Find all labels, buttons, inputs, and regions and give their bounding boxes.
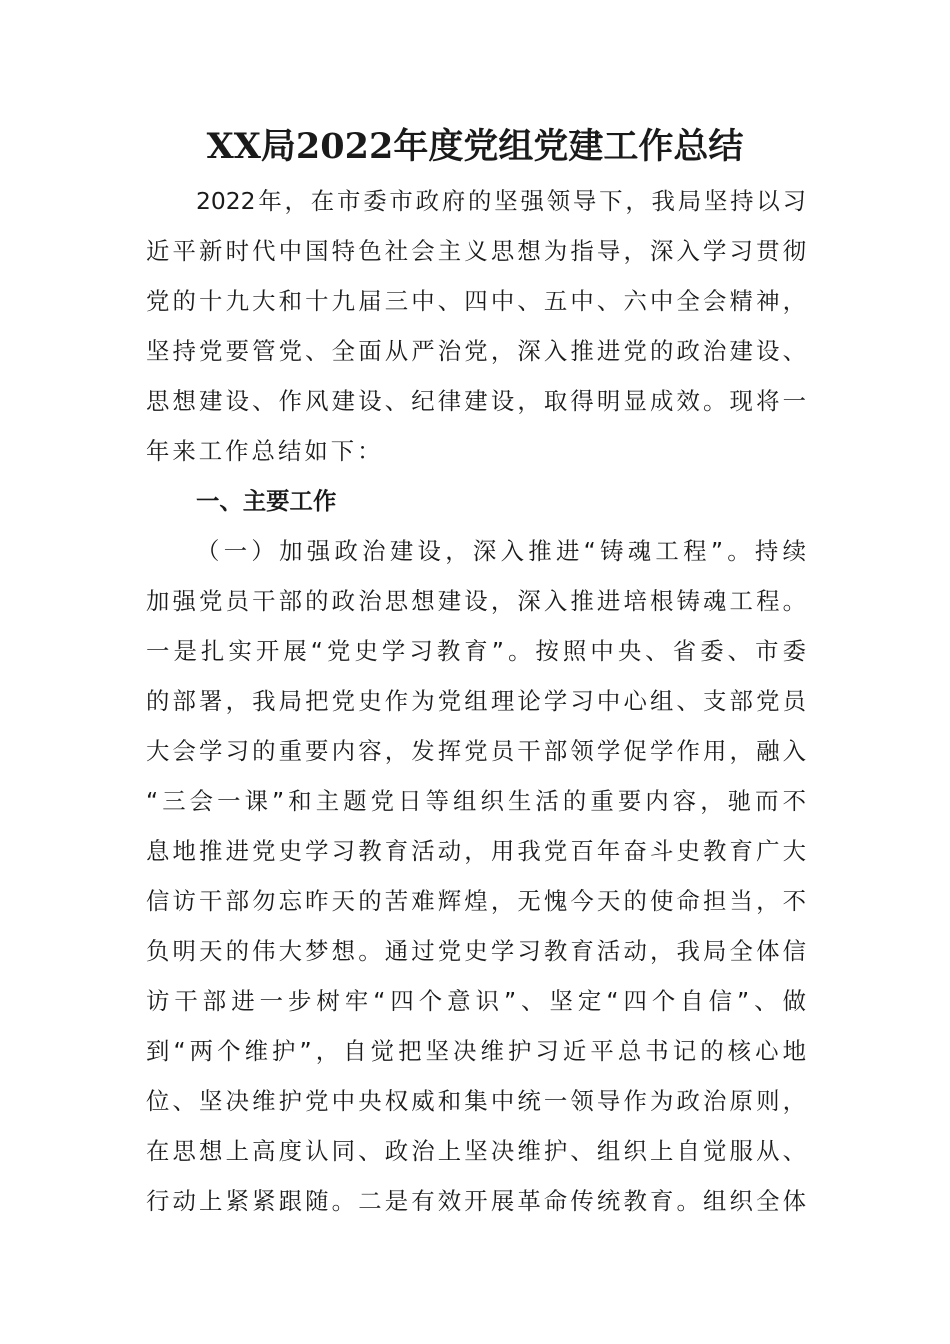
section1-line-2: 加强党员干部的政治思想建设，深入推进培根铸魂工程。 — [146, 587, 806, 615]
section1-line-5: 大会学习的重要内容，发挥党员干部领学促学作用，融入 — [146, 737, 806, 765]
section1-line-3: 一是扎实开展“党史学习教育”。按照中央、省委、市委 — [146, 637, 806, 665]
section1-line-11: 到“两个维护”，自觉把坚决维护习近平总书记的核心地 — [146, 1037, 806, 1065]
section1-line-13: 在思想上高度认同、政治上坚决维护、组织上自觉服从、 — [146, 1137, 806, 1165]
intro-line-5: 思想建设、作风建设、纪律建设，取得明显成效。现将一 — [146, 387, 806, 415]
section1-line-4: 的部署，我局把党史作为党组理论学习中心组、支部党员 — [146, 687, 806, 715]
intro-line-4: 坚持党要管党、全面从严治党，深入推进党的政治建设、 — [146, 337, 806, 365]
section1-line-7: 息地推进党史学习教育活动，用我党百年奋斗史教育广大 — [146, 837, 806, 865]
section1-line-14: 行动上紧紧跟随。二是有效开展革命传统教育。组织全体 — [146, 1187, 806, 1215]
document-title: XX局2022年度党组党建工作总结 — [206, 126, 744, 167]
intro-line-2: 近平新时代中国特色社会主义思想为指导，深入学习贯彻 — [146, 237, 806, 265]
section1-line-6: “三会一课”和主题党日等组织生活的重要内容，驰而不 — [146, 787, 806, 815]
intro-line-6: 年来工作总结如下： — [146, 437, 384, 465]
intro-line-3: 党的十九大和十九届三中、四中、五中、六中全会精神， — [146, 287, 806, 315]
section1-line-10: 访干部进一步树牢“四个意识”、坚定“四个自信”、做 — [146, 987, 806, 1015]
section1-line-1: （一）加强政治建设，深入推进“铸魂工程”。持续 — [196, 537, 806, 565]
section1-line-9: 负明天的伟大梦想。通过党史学习教育活动，我局全体信 — [146, 937, 806, 965]
section1-line-8: 信访干部勿忘昨天的苦难辉煌，无愧今天的使命担当，不 — [146, 887, 806, 915]
section-heading: 一、主要工作 — [196, 487, 337, 515]
intro-line-1: 2022年，在市委市政府的坚强领导下，我局坚持以习 — [196, 187, 806, 215]
section1-line-12: 位、坚决维护党中央权威和集中统一领导作为政治原则， — [146, 1087, 806, 1115]
